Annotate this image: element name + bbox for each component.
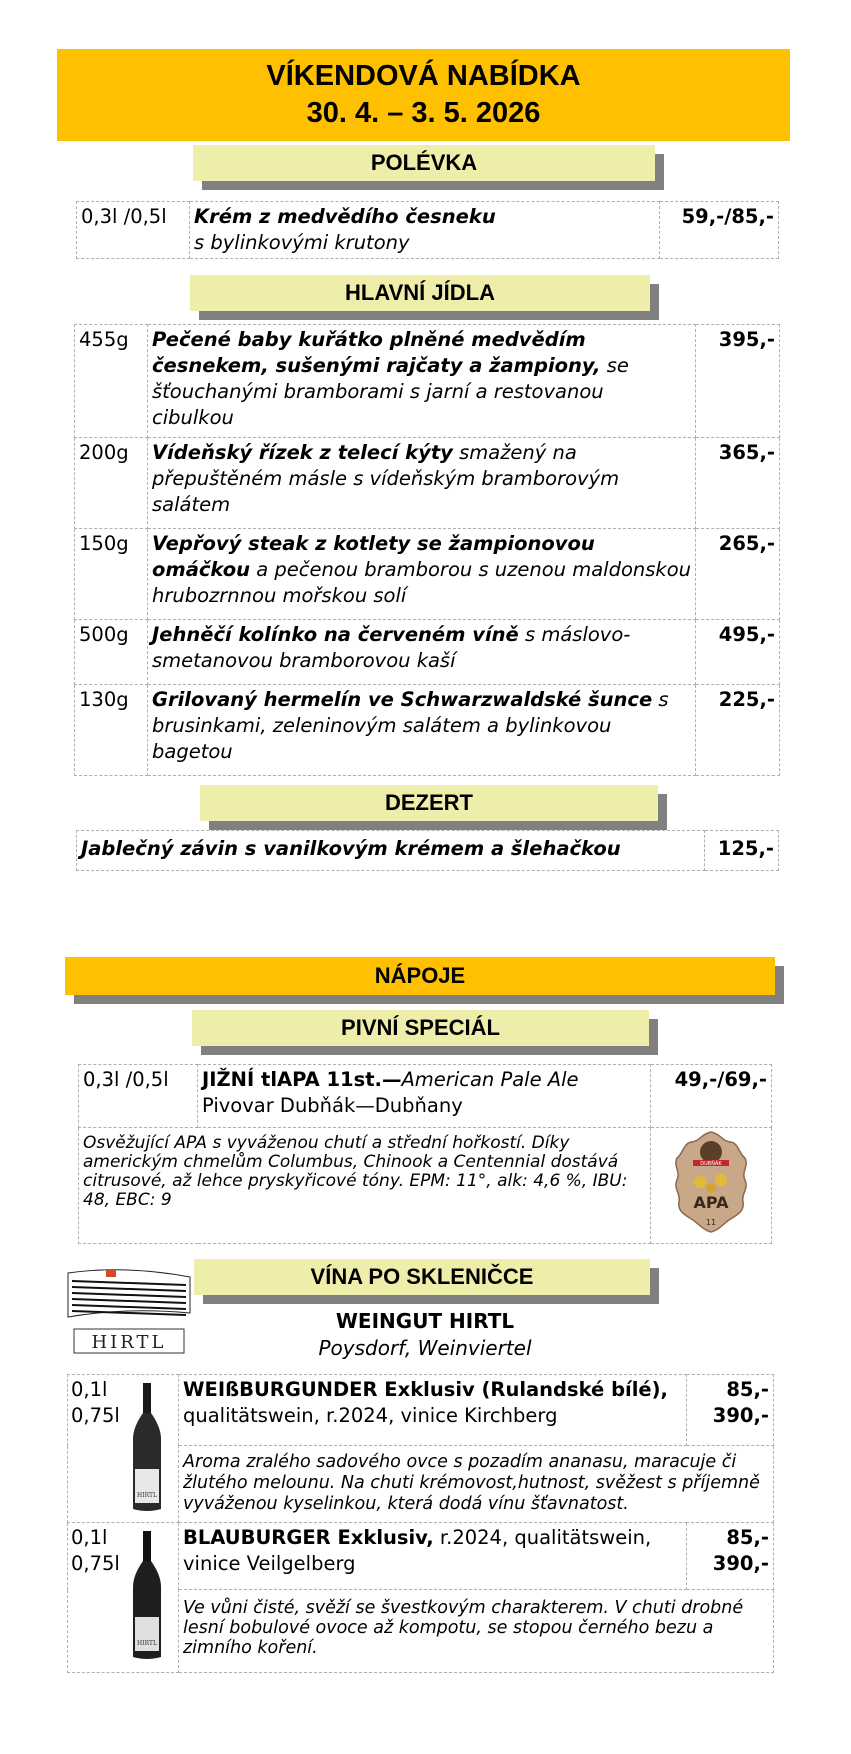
- price: 49,-/69,-: [651, 1065, 772, 1128]
- portion: 0,75l: [71, 1404, 120, 1427]
- wine-name: BLAUBURGER Exklusiv,: [183, 1526, 434, 1549]
- wine-table: [67, 1374, 774, 1673]
- dessert-table: [76, 830, 779, 871]
- table-row: [77, 831, 779, 871]
- soup-table: [76, 201, 779, 259]
- dish-desc: s brusinkami, zeleninovým salátem a bylinkovou bagetou: [152, 688, 669, 763]
- table-row: [75, 529, 780, 620]
- section-heading-soup: POLÉVKA: [193, 145, 655, 181]
- portion: 0,1l: [71, 1526, 108, 1549]
- portion: 0,3l /0,5l: [79, 1065, 198, 1128]
- winery-region: Poysdorf, Weinviertel: [318, 1336, 532, 1360]
- portion: 0,75l: [71, 1552, 120, 1575]
- wine-name: WEIßBURGUNDER Exklusiv (Rulandské bílé),: [183, 1378, 668, 1401]
- bottle-label: HIRTL: [136, 1492, 158, 1499]
- title-line-2: 30. 4. – 3. 5. 2026: [306, 97, 541, 129]
- beer-label-icon: [673, 1130, 749, 1234]
- wine-bottle-icon: [129, 1383, 165, 1513]
- price: 125,-: [705, 831, 779, 871]
- hirtl-logo: [66, 1267, 192, 1357]
- logo-text: HIRTL: [91, 1332, 167, 1353]
- section-heading-beer: PIVNÍ SPECIÁL: [192, 1010, 649, 1046]
- portion: 0,1l: [71, 1378, 108, 1401]
- table-row: [68, 1375, 774, 1446]
- wine-details: r.2024, qualitätswein, vinice Veilgelberg: [183, 1526, 652, 1575]
- dish-name: Jehněčí kolínko na červeném víně: [152, 623, 519, 646]
- beer-name: JIŽNÍ tlAPA 11st.—: [202, 1068, 402, 1091]
- dish-desc: se šťouchanými bramborami s jarní a restovanou cibulkou: [152, 354, 629, 429]
- wine-bottle-icon: [129, 1531, 165, 1661]
- dish-name: Pečené baby kuřátko plněné medvědím česnekem, sušenými rajčaty a žampiony,: [152, 328, 601, 377]
- beer-description: Osvěžující APA s vyváženou chutí a střední hořkostí. Díky americkým chmelům Columbus, Chinook a Centennial dostává citrusové, až lehce pryskyřicové tóny. EPM: 11°, alk: 4,6 %, IBU: 48, EBC: 9: [79, 1128, 651, 1244]
- portion: 455g: [75, 325, 148, 438]
- table-row: [75, 325, 780, 438]
- price: 225,-: [696, 685, 780, 776]
- table-row: [79, 1065, 772, 1128]
- table-row: [75, 685, 780, 776]
- price: 390,-: [712, 1404, 769, 1427]
- price: 365,-: [696, 438, 780, 529]
- section-heading-dessert: DEZERT: [200, 785, 658, 821]
- table-row: [68, 1523, 774, 1590]
- beer-label-number: 11: [705, 1218, 717, 1227]
- dish-cell: [190, 202, 660, 259]
- beer-table: [78, 1064, 772, 1244]
- section-heading-wine: VÍNA PO SKLENIČCE: [194, 1259, 650, 1295]
- wine-details: qualitätswein, r.2024, vinice Kirchberg: [183, 1404, 558, 1427]
- dish-name: Grilovaný hermelín ve Schwarzwaldské šunce: [152, 688, 653, 711]
- dish-name: Vepřový steak z kotlety se žampionovou omáčkou: [152, 532, 595, 581]
- price: 265,-: [696, 529, 780, 620]
- price: 85,-: [726, 1526, 769, 1549]
- title-line-1: VÍKENDOVÁ NABÍDKA: [266, 60, 581, 92]
- table-row: [77, 202, 779, 259]
- table-row: [75, 620, 780, 685]
- section-heading-drinks: NÁPOJE: [65, 957, 775, 995]
- portion: 200g: [75, 438, 148, 529]
- beer-label-cell: [651, 1128, 772, 1244]
- table-row: [75, 438, 780, 529]
- price: 495,-: [696, 620, 780, 685]
- wine-description: Ve vůni čisté, svěží se švestkovým charakterem. V chuti drobné lesní bobulové ovoce až kompotu, se stopou černého bezu a zimního koření.: [179, 1590, 774, 1673]
- brewery: Pivovar Dubňák—Dubňany: [202, 1094, 463, 1117]
- price: 395,-: [696, 325, 780, 438]
- portion: 130g: [75, 685, 148, 776]
- mains-table: [74, 324, 780, 776]
- price: 390,-: [712, 1552, 769, 1575]
- portion: 500g: [75, 620, 148, 685]
- title-banner: [57, 49, 790, 141]
- portion: 150g: [75, 529, 148, 620]
- beer-label-brand: DUBŇÁK: [700, 1161, 722, 1167]
- winery-name: WEINGUT HIRTL: [335, 1309, 515, 1333]
- beer-label-text: APA: [693, 1193, 729, 1212]
- dish-name: Jablečný závin s vanilkovým krémem a šlehačkou: [81, 837, 621, 860]
- beer-style: American Pale Ale: [401, 1068, 579, 1091]
- wine-description: Aroma zralého sadového ovce s pozadím ananasu, maracuje či žlutého melounu. Na chuti krémovost,hutnost, svěžest s příjemně vyváženou kyselinkou, která dodá vínu šťavnatost.: [179, 1446, 774, 1523]
- price: 85,-: [726, 1378, 769, 1401]
- dish-name: Vídeňský řízek z telecí kýty: [152, 441, 453, 464]
- dish-desc: smažený na přepuštěném másle s vídeňským bramborovým salátem: [152, 441, 620, 516]
- section-heading-mains: HLAVNÍ JÍDLA: [190, 275, 650, 311]
- dish-name: Krém z medvědího česneku: [194, 205, 496, 228]
- vineyard-logo-icon: [66, 1267, 192, 1357]
- table-row: [79, 1128, 772, 1244]
- dish-desc: s bylinkovými krutony: [194, 231, 410, 254]
- portion: 0,3l /0,5l: [77, 202, 190, 259]
- price: 59,-/85,-: [660, 202, 779, 259]
- dish-desc: s máslovo-smetanovou bramborovou kaší: [152, 623, 631, 672]
- dish-desc: a pečenou bramborou s uzenou maldonskou hrubozrnnou mořskou solí: [152, 558, 692, 607]
- bottle-label: HIRTL: [136, 1640, 158, 1647]
